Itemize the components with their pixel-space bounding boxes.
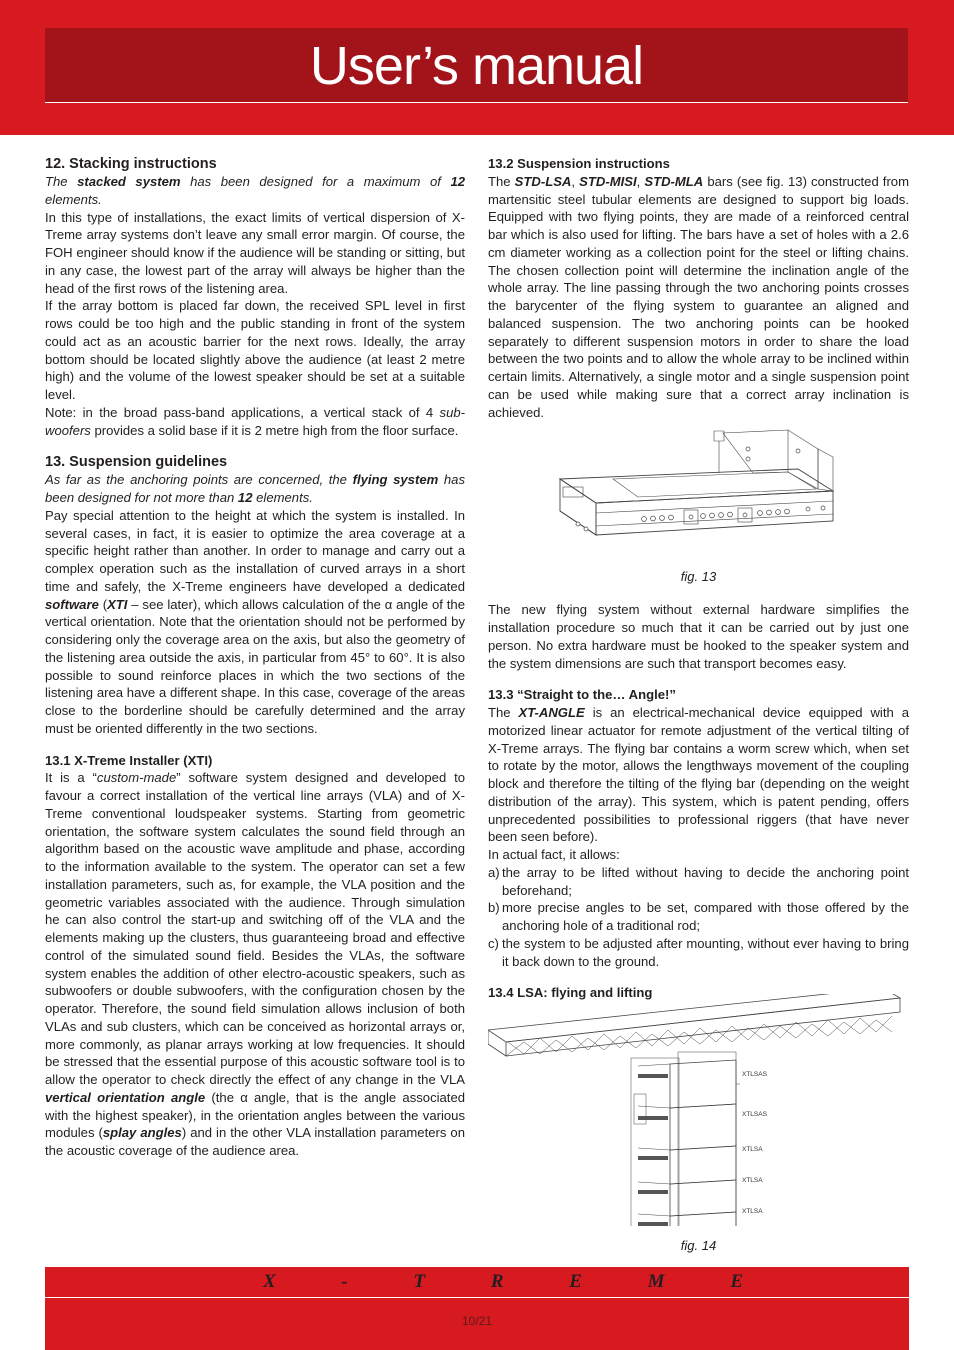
brand-wordmark: X - T R E M E (263, 1271, 743, 1292)
speaker-label: XTLSA (742, 1146, 763, 1153)
speaker-label: XTLSAS (742, 1071, 767, 1078)
section-13-2-paragraph-2: The new flying system without external hardware simplifies the installation procedure so much that it can be carried out by just one person. No extra hardware must be hooked to the speaker system and the system dimensions are such that transport becomes easy. (488, 602, 909, 671)
section-13-3-intro: In actual fact, it allows: (488, 847, 620, 862)
section-13-1-title: 13.1 X-Treme Installer (XTI) (45, 752, 213, 768)
section-13-2-paragraph: The STD-LSA, STD-MISI, STD-MLA bars (see fig. 13) constructed from martensitic steel tubular elements are designed to support big loads. Equipped with two flying points, they are made of a reinforced central bar which is also used for lifting. The bars have a set of holes with a 2.6 cm diameter working as a collection point for the steel or lifting chains. The chosen collection point will determine the inclination angle of the whole array. The line passing through the two anchoring points crosses the barycenter of the flying system to guarantee an aligned and balanced suspension. The two anchoring points can be hooked separately to different suspension motors in order to share the load between the two points and to allow the whole array to be inclined within certain limits. Alternatively, a single motor and a single suspension point can be used while making sure that a correct array inclination is achieved. (488, 173, 909, 420)
footer-strip (45, 1298, 909, 1350)
section-12-paragraph: In this type of installations, the exact limits of vertical dispersion of X-Treme array systems don’t leave any small error margin. Of course, the FOH engineer should know if the audience will be standing or sitting, but in any case, the lowest part of the array will always be higher than the head of the first rows of the listening area. (45, 209, 465, 296)
list-item: c) the system to be adjusted after mounting, without ever having to bring it back down to the ground. (488, 935, 909, 969)
flying-bar-illustration (488, 429, 909, 567)
right-column (488, 155, 910, 1253)
section-13-lead: As far as the anchoring points are concerned, the flying system has been designed for not more than 12 elements. (45, 472, 465, 505)
speaker-label: XTLSAS (742, 1111, 767, 1118)
section-12-title: 12. Stacking instructions (45, 156, 217, 172)
feature-list (488, 864, 909, 971)
speaker-label: XTLSA (742, 1177, 763, 1184)
page-title: User’s manual (309, 36, 644, 96)
section-13-3-title: 13.3 “Straight to the… Angle!” (488, 687, 676, 703)
section-13-3-paragraph: The XT-ANGLE is an electrical-mechanical device equipped with a motorized linear actuator for remote adjustment of the vertical tilting of X-Treme arrays. The flying bar contains a worm screw which, when set to rotate by the motor, allows the lengthways movement of the coupling block and therefore the tilting of the flying bar (depending on the weight distribution of the array). This system, which is patent pending, offers unprecedented possibilities to professional riggers (that have never been seen before). (488, 705, 910, 845)
left-column (45, 155, 465, 1160)
section-12-lead: The stacked system has been designed for a maximum of 12 elements. (45, 174, 466, 207)
figure-14 (488, 1006, 909, 1253)
figure-14-caption: fig. 14 (680, 1238, 717, 1253)
speaker-label: XTLSA (742, 1208, 763, 1215)
section-12-paragraph: If the array bottom is placed far down, the received SPL level in first rows could be too high and the public standing in front of the system could act as an acoustic barrier for the next rows. Ideally, the array bottom should be located slightly above the audience (at least 2 metre high) and the volume of the lowest speaker should be set at a suitable level. (45, 298, 465, 402)
list-item: a) the array to be lifted without having to decide the anchoring point beforehand; (488, 864, 909, 898)
section-13-1-paragraph: It is a “custom-made” software system designed and developed to favour a correct installation of the vertical line arrays (VLA) and of X-Treme conventional loudspeaker systems. Starting from geometric orientation, the software system calculates the sound field through an algorithm based on the acoustic wave amplitude and phase, according to the information available to the system. The operator can set a few installation parameters, such as, for example, the VLA position and the geometric variables associated with the audience. Through simulation he can also control the start-up and switching off of the VLA and the elements making up the clusters, thus guaranteeing broad and effective control of the simulated sound field. Besides the VLAs, the software system enables the addition of other electro-acoustic speakers, such as subwoofers or double subwoofers, with the configuration chosen by the operator. Therefore, the sound field simulation allows inclusion of both VLAs and sub clusters, which can be conceived as horizontal arrays or, more commonly, as planar arrays working at low frequencies. It should be stressed that the essential purpose of this acoustic software tool is to allow the operator to check directly the effect of any change in the VLA vertical orientation angle (the α angle, that is the angle associated with the highest speaker), in the orientation angles between the various modules (splay angles) and in the other VLA installation parameters on the acoustic coverage of the audience area. (45, 770, 466, 1158)
section-13-title: 13. Suspension guidelines (45, 454, 228, 471)
section-12-note: Note: in the broad pass-band applications, a vertical stack of 4 sub-woofers provides a solid base if it is 2 metre high from the floor surface. (45, 404, 465, 438)
array-rigging-illustration (488, 994, 909, 1226)
header-band (0, 0, 954, 135)
footer-brand-band (45, 1267, 909, 1297)
figure-13 (488, 429, 909, 589)
figure-13-caption: fig. 13 (680, 569, 717, 585)
page-number: 10/21 (461, 1314, 493, 1328)
section-13-2-title: 13.2 Suspension instructions (488, 156, 670, 171)
section-13-4-title: 13.4 LSA: flying and lifting (488, 985, 653, 1001)
section-13-paragraph: Pay special attention to the height at which the system is installed. In several cases, in fact, it is easier to optimize the area coverage at a specific height rather than another. In order to manage and carry out a complex operation such as the installation of curved arrays in a short time and safely, the X-Treme engineers have developed a dedicated software (XTI – see later), which allows calculation of the α angle of the vertical orientation. Note that the orientation should not be performed by considering only the coverage area on the axis, but also the geometry of the listening area outside the axis, in particular from 45° to 60°. It is also possible to sound reinforce places in which the two sections of the listening area have a different shape. In this case, coverage of the areas close to the borderline should be carefully determined and the array must be oriented differently in the two sections. (45, 507, 465, 736)
list-item: b) more precise angles to be set, compared with those offered by the anchoring hole of a traditional rod; (488, 900, 909, 933)
title-box (45, 28, 908, 103)
